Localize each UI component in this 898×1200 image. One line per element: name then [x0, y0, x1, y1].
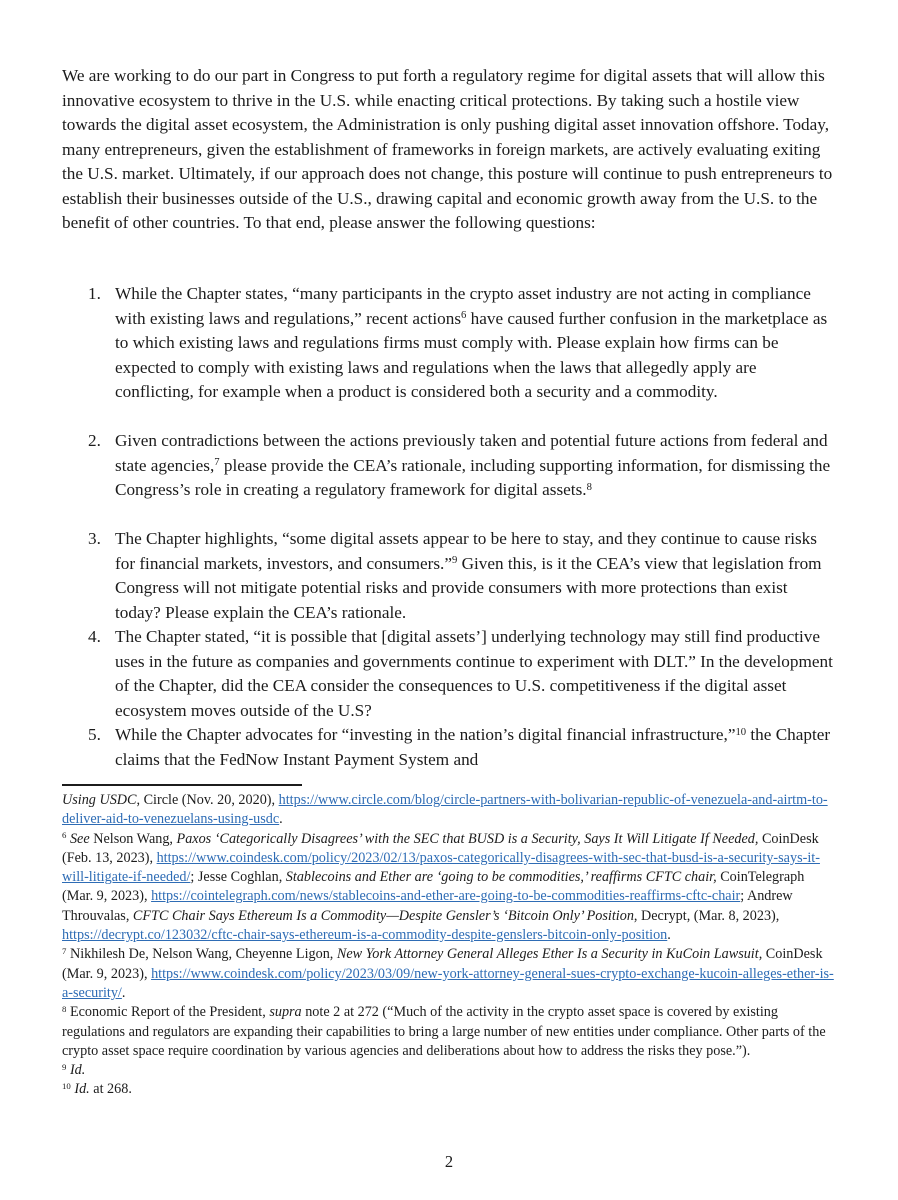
text-run: CoinTelegraph (Mar. 9, 2023), — [62, 869, 805, 905]
text-run: please provide the CEA’s rationale, including supporting information, for dismissing the Congress’s role in creating a regulatory framework for digital assets. — [115, 455, 831, 499]
text-run: note 2 at 272 (“Much of the activity in the crypto asset space is covered by existing regulations and regulators are expanding their capabilities to bring a large number of new entities under compliance. Other parts of the crypto asset space require coordination by various agencies and deliberations about how to address the risks they pose.”). — [62, 1004, 826, 1059]
footnote-5-continuation — [62, 791, 836, 830]
italic-text: New York Attorney General Alleges Ether Is a Security in KuCoin Lawsuit, — [336, 946, 763, 963]
footnote-separator — [62, 784, 302, 786]
question-item-1 — [88, 282, 836, 429]
hyperlink[interactable]: https://www.coindesk.com/policy/2023/03/09/new-york-attorney-general-sues-crypto-exchange-kucoin-alleges-ether-is-a-security/ — [62, 965, 834, 1001]
question-number: 3. — [88, 529, 101, 548]
question-item-2 — [88, 429, 836, 527]
intro-paragraph — [62, 64, 836, 236]
text-run: Economic Report of the President, — [66, 1004, 270, 1021]
text-run: Nelson Wang, — [89, 830, 177, 847]
footnote-7 — [62, 945, 836, 1003]
footnote-8 — [62, 1003, 836, 1061]
italic-text: Using USDC — [62, 792, 137, 808]
question-item-3 — [88, 527, 836, 625]
footnote-ref: 10 — [735, 726, 747, 738]
italic-text: supra — [269, 1004, 302, 1021]
text-run: CoinDesk (Mar. 9, 2023), — [62, 946, 823, 982]
question-item-5 — [88, 723, 836, 772]
hyperlink[interactable]: https://cointelegraph.com/news/stablecoins-and-ether-are-going-to-be-commodities-reaffirms-cftc-chair — [151, 888, 741, 905]
text-run: CoinDesk (Feb. 13, 2023), — [62, 830, 819, 866]
text-run: Nikhilesh De, Nelson Wang, Cheyenne Ligon, — [66, 946, 337, 963]
footnote-ref: 7 — [214, 457, 220, 469]
question-number: 5. — [88, 725, 101, 744]
text-run: We are working to do our part in Congress to put forth a regulatory regime for digital assets that will allow this innovative ecosystem to thrive in the U.S. while enacting critical protections. By taking such a hostile view towards the digital asset ecosystem, the Administration is only pushing digital asset innovation offshore. Today, many entrepreneurs, given the establishment of frameworks in foreign markets, are actively evaluating exiting the U.S. market. Ultimately, if our approach does not change, this posture will continue to push entrepreneurs to establish their businesses outside of the U.S., drawing capital and economic growth away from the U.S. to the benefit of other countries. To that end, please answer the following questions: — [62, 66, 833, 232]
italic-text: Id. — [74, 1081, 90, 1098]
italic-text: See — [69, 830, 90, 847]
text-run: have caused further confusion in the marketplace as to which existing laws and regulations firms must comply with. Please explain how firms can be expected to comply with existing laws and regulations when the laws that allegedly apply are conflicting, for example when a product is considered both a security and a commodity. — [115, 308, 828, 401]
questions-list — [62, 282, 836, 772]
italic-text: Stablecoins and Ether are ‘going to be commodities,’ reaffirms CFTC chair, — [285, 869, 717, 886]
text-run: , Circle (Nov. 20, 2020), — [136, 792, 279, 808]
question-number: 4. — [88, 627, 101, 646]
text-run: The Chapter stated, “it is possible that [digital assets’] underlying technology may still find productive uses in the future as companies and governments continue to experiment with DLT.” In the development of the Chapter, did the CEA consider the consequences to U.S. competitiveness if the digital asset ecosystem moves outside of the U.S? — [115, 627, 833, 720]
footnote-ref: 9 — [451, 555, 458, 567]
footnote-ref: 6 — [62, 830, 67, 841]
footnote-ref: 10 — [62, 1081, 71, 1092]
italic-text: Paxos ‘Categorically Disagrees’ with the SEC that BUSD is a Security, Says It Will Litigate If Needed, — [176, 830, 759, 847]
footnote-ref: 9 — [62, 1061, 67, 1072]
text-run: , Decrypt, (Mar. 8, 2023), — [633, 907, 780, 924]
question-text — [115, 625, 836, 723]
text-run: . — [121, 984, 126, 1001]
text-run: While the Chapter states, “many participants in the crypto asset industry are not acting in compliance with existing laws and regulations,” recent actions — [115, 284, 811, 328]
footnote-ref: 8 — [586, 481, 592, 493]
question-text — [115, 282, 836, 429]
question-text — [115, 723, 836, 772]
text-run: ; Andrew Throuvalas, — [62, 888, 793, 924]
question-item-4 — [88, 625, 836, 723]
text-run: While the Chapter advocates for “investing in the nation’s digital financial infrastructure,” — [115, 725, 736, 744]
italic-text: Id. — [69, 1062, 86, 1079]
question-text — [115, 429, 836, 527]
footnote-ref: 6 — [461, 310, 467, 322]
text-run: the Chapter claims that the FedNow Instant Payment System and — [115, 725, 831, 769]
text-run: . — [667, 927, 671, 944]
footnote-9 — [62, 1061, 836, 1080]
hyperlink[interactable]: https://decrypt.co/123032/cftc-chair-says-ethereum-is-a-commodity-despite-genslers-bitcoin-only-position — [62, 927, 668, 944]
text-run: at 268. — [89, 1081, 132, 1098]
question-text — [115, 527, 836, 625]
footnote-10 — [62, 1080, 836, 1099]
question-number: 1. — [88, 284, 101, 303]
text-run: . — [279, 811, 283, 828]
footnote-ref: 8 — [62, 1003, 67, 1014]
text-run: Given this, is it the CEA’s view that legislation from Congress will not mitigate potential risks and provide consumers with more protections than exist today? Please explain the CEA’s rationale. — [115, 553, 822, 622]
italic-text: CFTC Chair Says Ethereum Is a Commodity—Despite Gensler’s ‘Bitcoin Only’ Position — [132, 907, 634, 924]
question-number: 2. — [88, 431, 101, 450]
page-number: 2 — [444, 1152, 454, 1171]
hyperlink[interactable]: https://www.circle.com/blog/circle-partners-with-bolivarian-republic-of-venezuela-and-airtm-to-deliver-aid-to-venezuelans-using-usdc — [62, 792, 828, 828]
footnotes-section — [62, 791, 836, 1100]
hyperlink[interactable]: https://www.coindesk.com/policy/2023/02/13/paxos-categorically-disagrees-with-sec-that-busd-is-a-security-says-it-will-litigate-if-needed/ — [62, 849, 820, 886]
text-run: ; Jesse Coghlan, — [190, 869, 286, 886]
footnote-6 — [62, 830, 836, 946]
text-run: The Chapter highlights, “some digital assets appear to be here to stay, and they continue to cause risks for financial markets, investors, and consumers.” — [115, 529, 817, 573]
text-run: Given contradictions between the actions previously taken and potential future actions from federal and state agencies, — [115, 431, 828, 475]
footnote-ref: 7 — [62, 945, 67, 956]
